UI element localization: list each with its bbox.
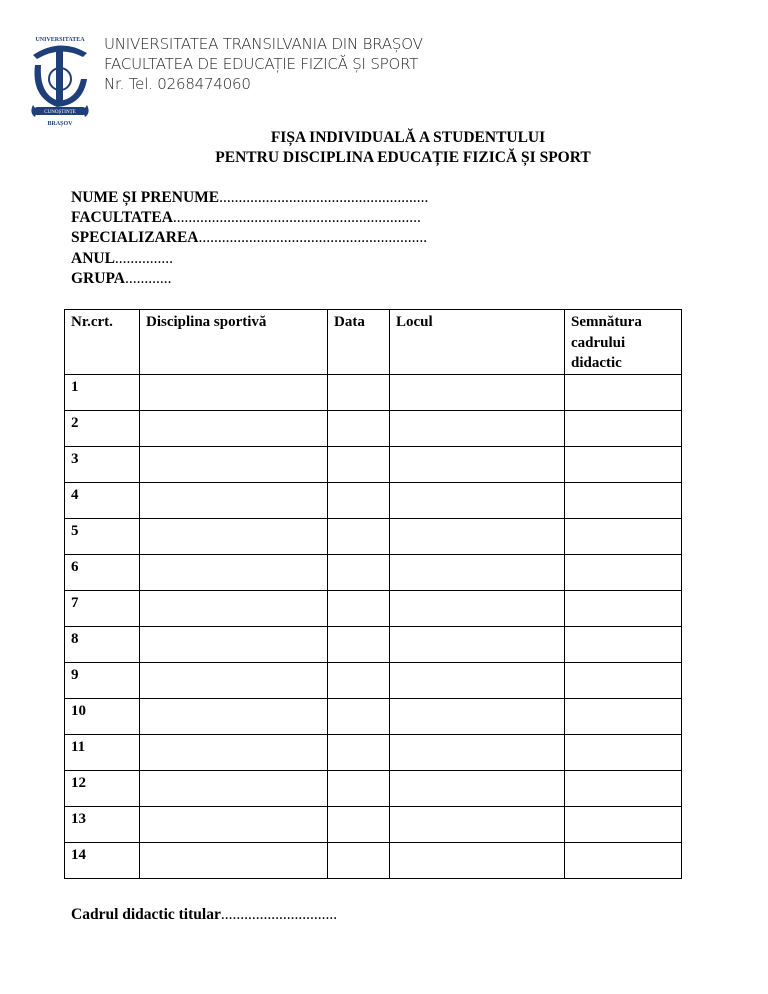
row-number: 12 <box>65 770 140 806</box>
row-number: 5 <box>65 518 140 554</box>
cell-signature[interactable] <box>565 770 682 806</box>
row-number: 6 <box>65 554 140 590</box>
field-dots: ............... <box>114 249 174 267</box>
table-row <box>65 662 682 698</box>
cell-date[interactable] <box>328 770 390 806</box>
cell-date[interactable] <box>328 518 390 554</box>
cell-place[interactable] <box>390 410 565 446</box>
cell-date[interactable] <box>328 590 390 626</box>
phone-number: Nr. Tel. 0268474060 <box>104 75 251 93</box>
cell-discipline[interactable] <box>140 734 328 770</box>
svg-text:CUNOȘTINȚE: CUNOȘTINȚE <box>44 110 76 115</box>
cell-signature[interactable] <box>565 626 682 662</box>
row-number: 9 <box>65 662 140 698</box>
field-dots: ...................................................... <box>219 189 429 206</box>
field-faculty[interactable] <box>71 208 428 228</box>
cell-discipline[interactable] <box>140 626 328 662</box>
field-name[interactable] <box>71 188 428 208</box>
col-header-date: Data <box>328 310 390 375</box>
field-year[interactable] <box>71 249 428 269</box>
svg-text:BRAȘOV: BRAȘOV <box>47 121 73 127</box>
signature-line[interactable] <box>71 906 337 924</box>
row-number: 3 <box>65 446 140 482</box>
cell-signature[interactable] <box>565 590 682 626</box>
row-number: 2 <box>65 410 140 446</box>
cell-signature[interactable] <box>565 734 682 770</box>
cell-discipline[interactable] <box>140 374 328 410</box>
cell-discipline[interactable] <box>140 842 328 878</box>
cell-date[interactable] <box>328 662 390 698</box>
cell-signature[interactable] <box>565 806 682 842</box>
cell-discipline[interactable] <box>140 770 328 806</box>
cell-date[interactable] <box>328 698 390 734</box>
footer-label: Cadrul didactic titular <box>71 906 221 923</box>
field-label: SPECIALIZAREA <box>71 229 199 247</box>
cell-discipline[interactable] <box>140 554 328 590</box>
table-row <box>65 590 682 626</box>
row-number: 13 <box>65 806 140 842</box>
university-name: UNIVERSITATEA TRANSILVANIA DIN BRAȘOV <box>104 35 423 53</box>
table-row <box>65 626 682 662</box>
cell-date[interactable] <box>328 554 390 590</box>
table-row <box>65 734 682 770</box>
row-number: 11 <box>65 734 140 770</box>
cell-signature[interactable] <box>565 554 682 590</box>
student-fields <box>71 188 428 289</box>
cell-discipline[interactable] <box>140 518 328 554</box>
table-row <box>65 518 682 554</box>
cell-place[interactable] <box>390 590 565 626</box>
table-header-row <box>65 310 682 375</box>
table-row <box>65 806 682 842</box>
row-number: 4 <box>65 482 140 518</box>
col-header-place: Locul <box>390 310 565 375</box>
row-number: 10 <box>65 698 140 734</box>
field-dots: ................................................................ <box>172 209 421 227</box>
row-number: 1 <box>65 374 140 410</box>
table-body <box>65 374 682 878</box>
cell-place[interactable] <box>390 554 565 590</box>
title-line-1: FIȘA INDIVIDUALĂ A STUDENTULUI <box>270 129 546 146</box>
cell-discipline[interactable] <box>140 446 328 482</box>
cell-discipline[interactable] <box>140 590 328 626</box>
table-row <box>65 554 682 590</box>
cell-place[interactable] <box>390 374 565 410</box>
document-title <box>0 128 768 168</box>
table-row <box>65 698 682 734</box>
cell-signature[interactable] <box>565 842 682 878</box>
cell-signature[interactable] <box>565 410 682 446</box>
cell-date[interactable] <box>328 482 390 518</box>
cell-signature[interactable] <box>565 446 682 482</box>
table-row <box>65 770 682 806</box>
cell-place[interactable] <box>390 482 565 518</box>
cell-discipline[interactable] <box>140 806 328 842</box>
cell-date[interactable] <box>328 842 390 878</box>
cell-date[interactable] <box>328 626 390 662</box>
table-row <box>65 446 682 482</box>
field-dots: ............ <box>124 269 172 287</box>
cell-date[interactable] <box>328 374 390 410</box>
cell-place[interactable] <box>390 626 565 662</box>
cell-place[interactable] <box>390 662 565 698</box>
table-row <box>65 410 682 446</box>
cell-place[interactable] <box>390 518 565 554</box>
cell-signature[interactable] <box>565 662 682 698</box>
table-row <box>65 482 682 518</box>
cell-place[interactable] <box>390 446 565 482</box>
col-header-discipline: Disciplina sportivă <box>140 310 328 375</box>
cell-discipline[interactable] <box>140 662 328 698</box>
field-dots: ........................................................... <box>198 229 428 247</box>
cell-signature[interactable] <box>565 374 682 410</box>
cell-place[interactable] <box>390 806 565 842</box>
field-specialization[interactable] <box>71 228 428 248</box>
table-row <box>65 842 682 878</box>
cell-date[interactable] <box>328 446 390 482</box>
institution-header <box>104 34 423 94</box>
field-label: NUME ȘI PRENUME <box>71 189 220 206</box>
activity-table <box>64 309 682 879</box>
row-number: 14 <box>65 842 140 878</box>
cell-discipline[interactable] <box>140 698 328 734</box>
cell-discipline[interactable] <box>140 410 328 446</box>
field-label: ANUL <box>71 249 115 267</box>
university-logo <box>27 35 93 129</box>
cell-date[interactable] <box>328 806 390 842</box>
cell-place[interactable] <box>390 842 565 878</box>
faculty-name: FACULTATEA DE EDUCAȚIE FIZICĂ ȘI SPORT <box>104 55 419 73</box>
row-number: 7 <box>65 590 140 626</box>
cell-date[interactable] <box>328 410 390 446</box>
field-group[interactable] <box>71 269 428 289</box>
col-header-signature: Semnătura cadrului didactic <box>565 310 682 375</box>
col-header-nr: Nr.crt. <box>65 310 140 375</box>
footer-dots: .............................. <box>220 906 338 923</box>
cell-place[interactable] <box>390 698 565 734</box>
field-label: GRUPA <box>71 269 125 287</box>
cell-date[interactable] <box>328 734 390 770</box>
cell-place[interactable] <box>390 770 565 806</box>
cell-place[interactable] <box>390 734 565 770</box>
svg-text:UNIVERSITATEA: UNIVERSITATEA <box>35 37 85 43</box>
cell-signature[interactable] <box>565 482 682 518</box>
title-line-2: PENTRU DISCIPLINA EDUCAȚIE FIZICĂ ȘI SPORT <box>215 149 591 166</box>
row-number: 8 <box>65 626 140 662</box>
field-label: FACULTATEA <box>71 209 173 227</box>
cell-signature[interactable] <box>565 518 682 554</box>
table-row <box>65 374 682 410</box>
cell-signature[interactable] <box>565 698 682 734</box>
cell-discipline[interactable] <box>140 482 328 518</box>
